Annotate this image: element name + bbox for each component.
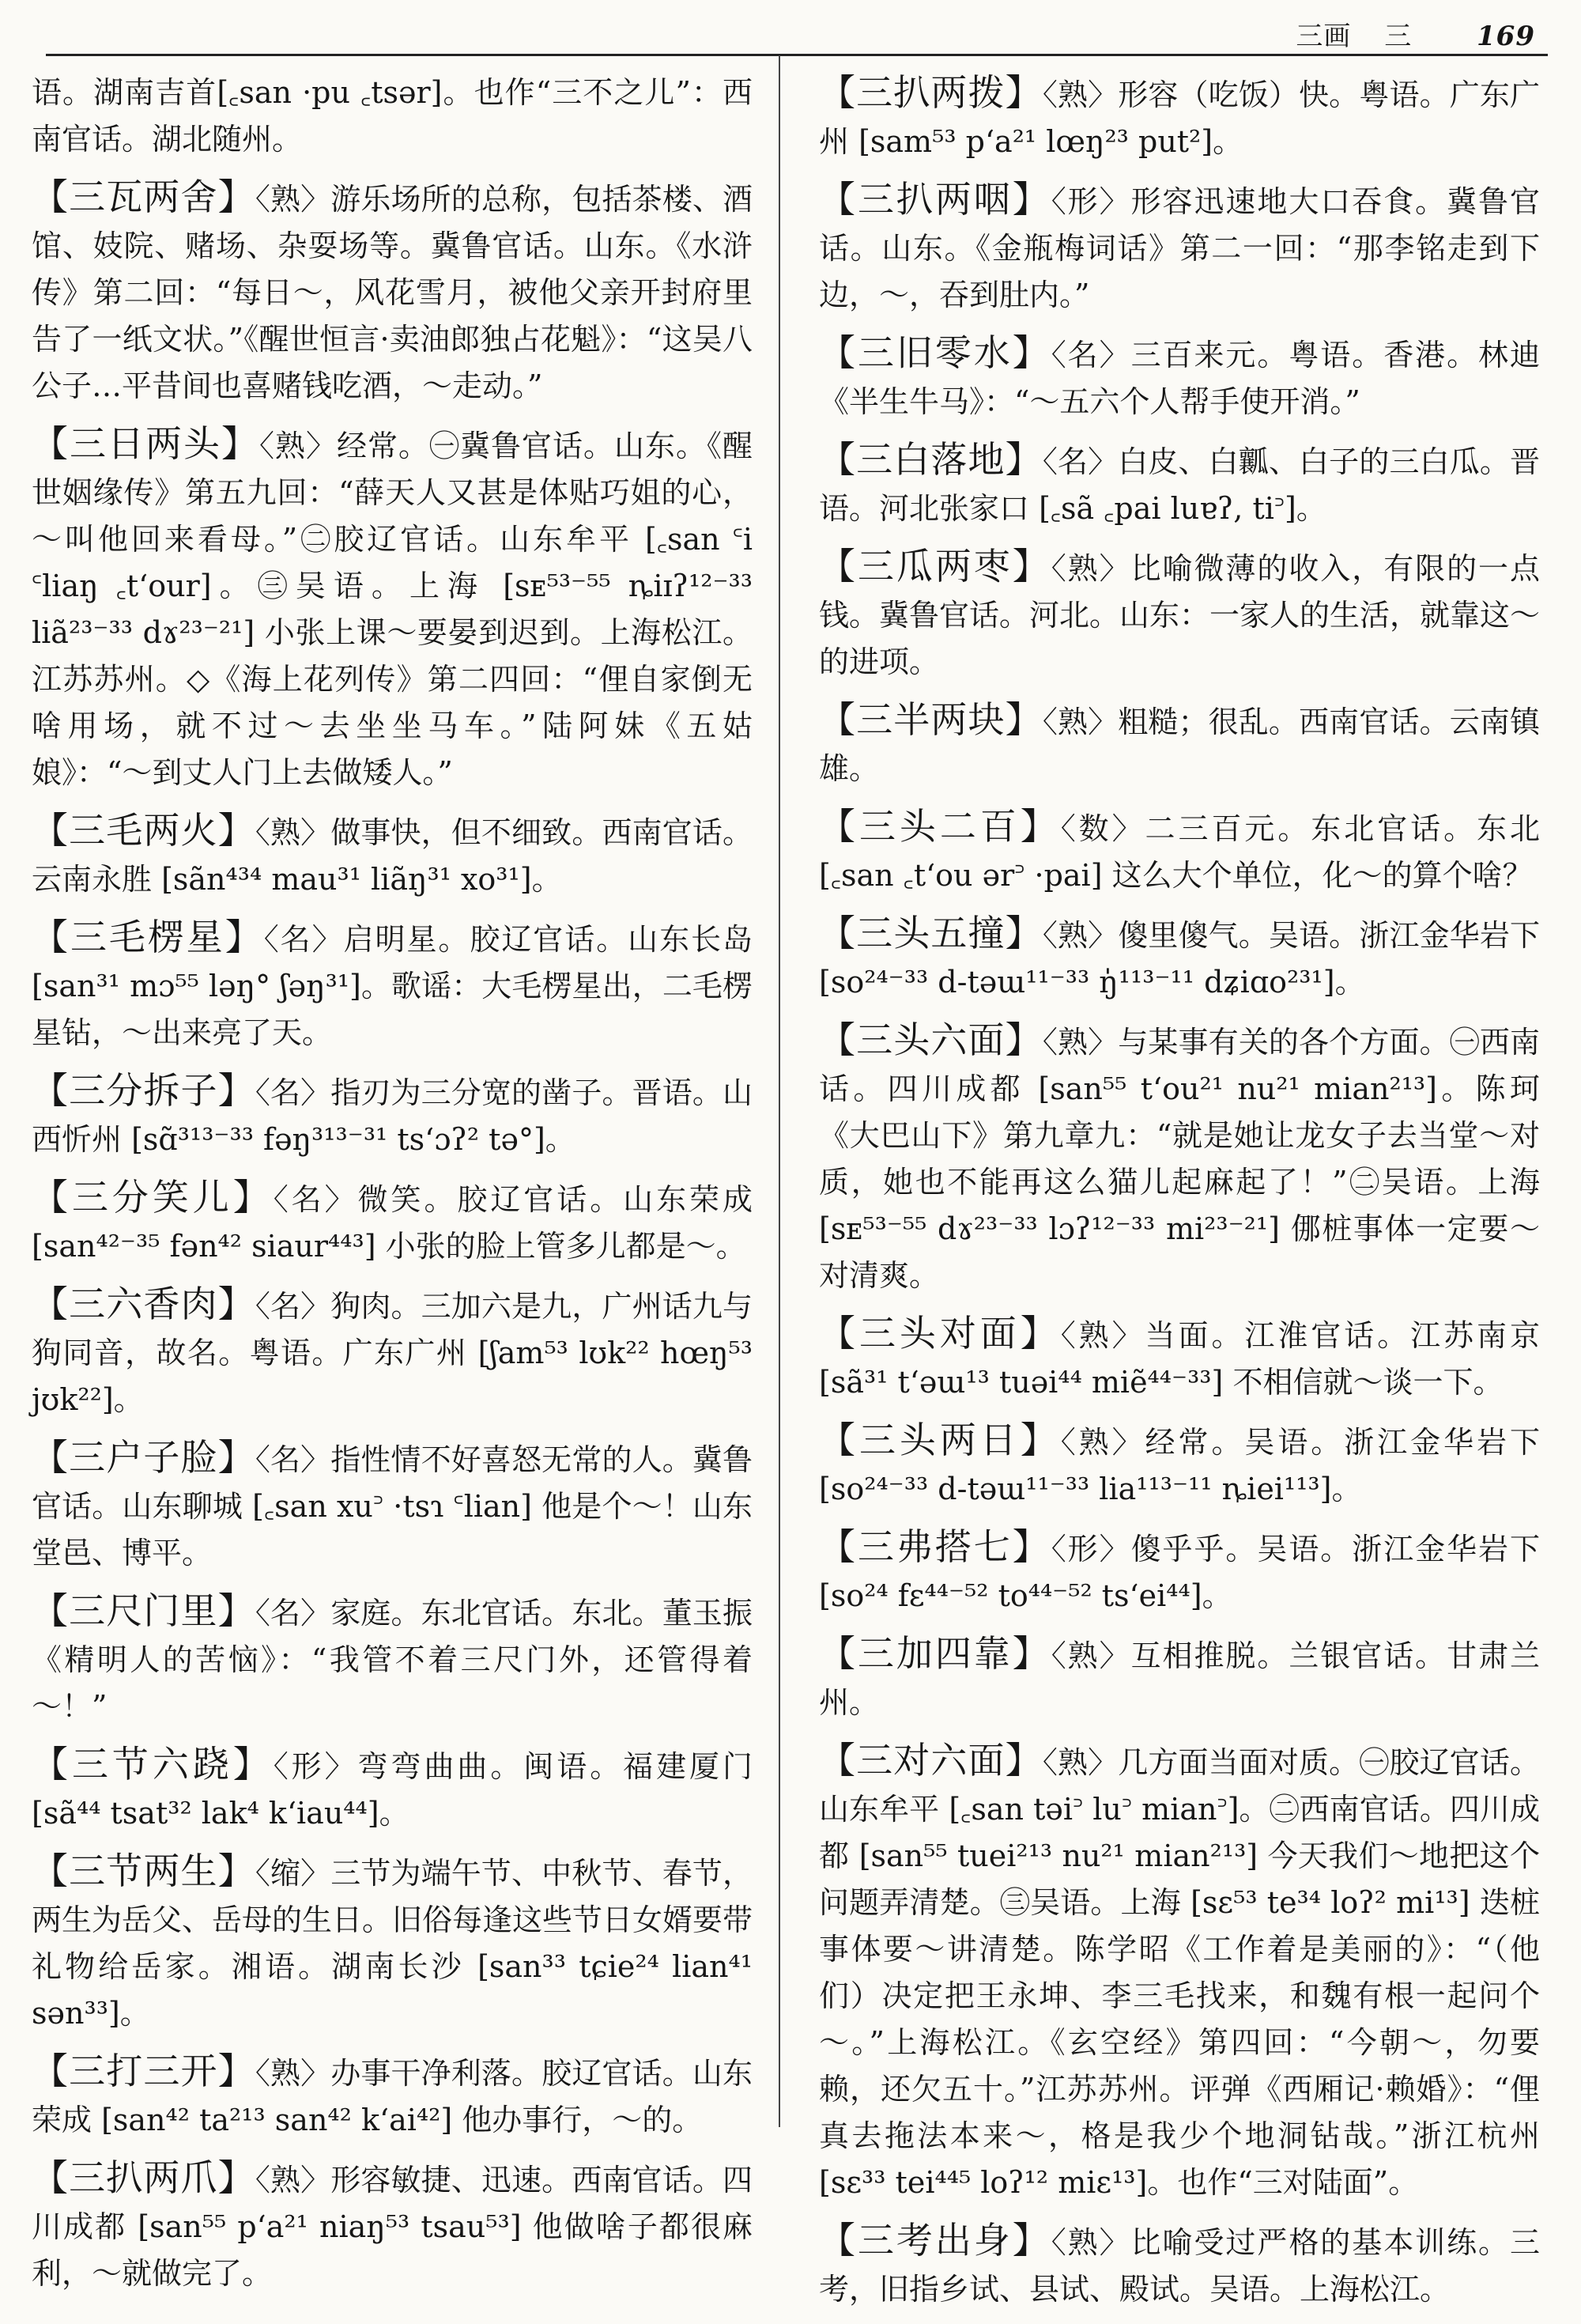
dictionary-entry bbox=[819, 1631, 1540, 1726]
entry-headword: 【三头六面】 bbox=[819, 1018, 1043, 1061]
dictionary-entry bbox=[819, 2217, 1540, 2313]
entry-headword: 【三头两日】 bbox=[819, 1419, 1061, 1461]
dictionary-entry bbox=[819, 70, 1540, 165]
dictionary-entry bbox=[32, 2048, 753, 2144]
entry-definition: 〈名〉家庭。东北官话。东北。董玉振《精明人的苦恼》：“我管不着三尺门外，还管得着～！” bbox=[32, 1596, 753, 1724]
entry-headword: 【三瓜两枣】 bbox=[819, 545, 1051, 588]
dictionary-entry bbox=[819, 803, 1540, 899]
entry-definition: 〈形〉弯弯曲曲。闽语。福建厦门 [sã⁴⁴ tsat³² lak⁴ k‘iau⁴⁴]。 bbox=[32, 1749, 753, 1831]
entry-headword: 【三加四靠】 bbox=[819, 1632, 1051, 1675]
entry-definition: 〈名〉狗肉。三加六是九，广州话九与狗同音，故名。粤语。广东广州 [ʃam⁵³ lʊk²² hœŋ⁵³ jʊk²²]。 bbox=[32, 1289, 753, 1417]
dictionary-entry bbox=[32, 1068, 753, 1163]
entry-definition: 〈名〉指刃为三分宽的凿子。晋语。山西忻州 [sɑ̃³¹³⁻³³ fəŋ³¹³⁻³¹ ts‘ɔʔ² tə°]。 bbox=[32, 1075, 753, 1157]
left-entries bbox=[32, 174, 753, 2297]
page-header bbox=[1296, 14, 1535, 53]
entry-headword: 【三对六面】 bbox=[819, 1739, 1043, 1782]
entry-definition: 〈名〉白皮、白瓤、白子的三白瓜。晋语。河北张家口 [꜀sã ꜀pai luɐʔ, ti꜄]。 bbox=[819, 444, 1541, 526]
entry-headword: 【三扒两咽】 bbox=[819, 178, 1051, 221]
dictionary-entry bbox=[32, 1588, 753, 1730]
entry-definition: 〈名〉指性情不好喜怒无常的人。冀鲁官话。山东聊城 [꜀san xu꜄ ·tsɿ ꜂lian] 他是个～！山东堂邑、博平。 bbox=[32, 1442, 753, 1570]
dictionary-entry bbox=[819, 176, 1540, 319]
entry-headword: 【三弗搭七】 bbox=[819, 1525, 1051, 1568]
entry-headword: 【三扒两爪】 bbox=[32, 2156, 255, 2199]
entry-headword: 【三节两生】 bbox=[32, 1850, 255, 1892]
column-divider bbox=[779, 55, 780, 2127]
entry-definition: 〈熟〉互相推脱。兰银官话。甘肃兰州。 bbox=[819, 1638, 1540, 1720]
entry-headword: 【三头对面】 bbox=[819, 1312, 1061, 1355]
entry-definition: 〈名〉微笑。胶辽官话。山东荣成 [san⁴²⁻³⁵ fən⁴² siaur⁴⁴³] 小张的脸上管多儿都是～。 bbox=[32, 1182, 753, 1264]
header-rule bbox=[46, 54, 1548, 56]
entry-headword: 【三分笑儿】 bbox=[32, 1176, 274, 1219]
entry-definition: 〈名〉三百来元。粤语。香港。林迪《半生牛马》：“～五六个人帮手使开消。” bbox=[819, 338, 1540, 419]
entry-definition: 〈熟〉形容敏捷、迅速。西南官话。四川成都 [san⁵⁵ p‘a²¹ niaŋ⁵³ tsau⁵³] 他做啥子都很麻利，～就做完了。 bbox=[32, 2163, 753, 2291]
entry-headword: 【三扒两拨】 bbox=[819, 71, 1043, 114]
dictionary-entry bbox=[819, 436, 1540, 532]
entry-definition: 〈熟〉经常。吴语。浙江金华岩下 [so²⁴⁻³³ d-təɯ¹¹⁻³³ lia¹¹³⁻¹¹ ȵiei¹¹³]。 bbox=[819, 1425, 1540, 1506]
right-column bbox=[819, 70, 1540, 2324]
entry-headword: 【三六香肉】 bbox=[32, 1283, 255, 1325]
dictionary-entry bbox=[819, 1017, 1540, 1299]
dictionary-entry bbox=[819, 1310, 1540, 1406]
entry-headword: 【三毛两火】 bbox=[32, 809, 255, 852]
entry-headword: 【三头二百】 bbox=[819, 805, 1061, 848]
entry-definition: 〈熟〉形容（吃饭）快。粤语。广东广州 [sam⁵³ p‘a²¹ lœŋ²³ put²]。 bbox=[819, 77, 1541, 159]
dictionary-entry bbox=[819, 1524, 1540, 1619]
entry-definition: 〈熟〉傻里傻气。吴语。浙江金华岩下 [so²⁴⁻³³ d-təɯ¹¹⁻³³ ŋ̍¹¹³⁻¹¹ dʑiɑo²³¹]。 bbox=[819, 918, 1541, 1000]
entry-definition: 〈熟〉做事快，但不细致。西南官话。云南永胜 [sãn⁴³⁴ mau³¹ liãŋ³¹ xo³¹]。 bbox=[32, 815, 753, 897]
header-section: 三画 bbox=[1296, 21, 1352, 52]
entry-definition: 〈熟〉比喻受过严格的基本训练。三考，旧指乡试、县试、殿试。吴语。上海松江。 bbox=[819, 2225, 1540, 2307]
entry-headword: 【三毛楞星】 bbox=[32, 916, 264, 958]
entry-headword: 【三旧零水】 bbox=[819, 331, 1051, 374]
dictionary-entry bbox=[32, 174, 753, 410]
entry-definition: 〈熟〉经常。㊀冀鲁官话。山东。《醒世姻缘传》第五九回：“薛天人又甚是体贴巧姐的心，～叫他回来看母。”㊁胶辽官话。山东牟平 [꜀san ꜂i ꜂liaŋ ꜀t‘our]。㊂吴语。上海 [sᴇ⁵³⁻⁵⁵ ȵiɪʔ¹²⁻³³ liã²³⁻³³ dɤ²³⁻²¹] 小张上课～要晏到迟到。上海松江。江苏苏州。◇《海上花列传》第二四回：“俚自家倒无啥用场，就不过～去坐坐马车。”陆阿妹《五姑娘》：“～到丈人门上去做矮人。” bbox=[32, 429, 753, 790]
left-column bbox=[32, 70, 753, 2308]
dictionary-entry bbox=[32, 914, 753, 1056]
dictionary-entry bbox=[32, 1434, 753, 1577]
entry-definition: 〈熟〉比喻微薄的收入，有限的一点钱。冀鲁官话。河北。山东：一家人的生活，就靠这～的进项。 bbox=[819, 551, 1541, 679]
dictionary-entry bbox=[819, 1737, 1540, 2206]
dictionary-entry bbox=[32, 2155, 753, 2297]
dictionary-entry bbox=[32, 1174, 753, 1270]
entry-headword: 【三半两块】 bbox=[819, 698, 1043, 741]
dictionary-entry bbox=[819, 330, 1540, 425]
entry-definition: 〈形〉傻乎乎。吴语。浙江金华岩下 [so²⁴ fɛ⁴⁴⁻⁵² to⁴⁴⁻⁵² ts‘ei⁴⁴]。 bbox=[819, 1532, 1540, 1613]
entry-definition: 〈熟〉几方面当面对质。㊀胶辽官话。山东牟平 [꜀san təi꜄ lu꜄ mian꜄]。㊁西南官话。四川成都 [san⁵⁵ tuei²¹³ nu²¹ mian²¹³] 今天我们～地把这个问题弄清楚。㊂吴语。上海 [sɛ⁵³ te³⁴ loʔ² mi¹³] 迭桩事体要～讲清楚。陈学昭《工作着是美丽的》：“（他们）决定把王永坤、李三毛找来，和魏有根一起问个～。”上海松江。《玄空经》第四回：“今朝～，勿要赖，还欠五十。”江苏苏州。评弹《西厢记·赖婚》：“俚真去拖法本来～，格是我少个地洞钻哉。”浙江杭州 [sɛ³³ tei⁴⁴⁵ loʔ¹² miɛ¹³]。也作“三对陆面”。 bbox=[819, 1745, 1541, 2200]
entry-definition: 〈熟〉当面。江淮官话。江苏南京 [sã³¹ t‘əɯ¹³ tuəi⁴⁴ miẽ⁴⁴⁻³³] 不相信就～谈一下。 bbox=[819, 1318, 1540, 1400]
entry-definition: 〈数〉二三百元。东北官话。东北 [꜀san ꜀t‘ou ər꜄ ·pai] 这么大个单位，化～的算个啥？ bbox=[819, 811, 1540, 893]
entry-definition: 〈名〉启明星。胶辽官话。山东长岛 [san³¹ mɔ⁵⁵ ləŋ° ʃəŋ³¹]。歌谣：大毛楞星出，二毛楞星钻，～出来亮了天。 bbox=[32, 922, 753, 1050]
dictionary-entry bbox=[819, 697, 1540, 792]
entry-headword: 【三头五撞】 bbox=[819, 912, 1043, 954]
dictionary-entry bbox=[32, 1281, 753, 1423]
entry-definition: 〈熟〉与某事有关的各个方面。㊀西南话。四川成都 [san⁵⁵ t‘ou²¹ nu²¹ mian²¹³]。陈珂《大巴山下》第九章九：“就是她让龙女子去当堂～对质，她也不能再这么猫儿起麻起了！”㊁吴语。上海 [sᴇ⁵³⁻⁵⁵ dɤ²³⁻³³ lɔʔ¹²⁻³³ mi²³⁻²¹] 㑚桩事体一定要～对清爽。 bbox=[819, 1025, 1541, 1293]
dictionary-entry bbox=[819, 910, 1540, 1006]
entry-definition: 〈熟〉游乐场所的总称，包括茶楼、酒馆、妓院、赌场、杂耍场等。冀鲁官话。山东。《水浒传》第二回：“每日～，风花雪月，被他父亲开封府里告了一纸文状。”《醒世恒言·卖油郎独占花魁》：“这吴八公子…平昔间也喜赌钱吃酒，～走动。” bbox=[32, 182, 753, 403]
continuation-text: 语。湖南吉首[꜀san ·pu ꜀tsər]。也作“三不之儿”：西南官话。湖北随州。 bbox=[32, 75, 753, 157]
entry-definition: 〈缩〉三节为端午节、中秋节、春节，两生为岳父、岳母的生日。旧俗每逢这些节日女婿要带礼物给岳家。湘语。湖南长沙 [san³³ tɕie²⁴ lian⁴¹ sən³³]。 bbox=[32, 1856, 753, 2031]
right-entries bbox=[819, 70, 1540, 2313]
entry-headword: 【三白落地】 bbox=[819, 438, 1043, 481]
entry-definition: 〈形〉形容迅速地大口吞食。冀鲁官话。山东。《金瓶梅词话》第二一回：“那李铭走到下边，～，吞到肚内。” bbox=[819, 184, 1540, 312]
dictionary-entry bbox=[32, 1741, 753, 1837]
entry-definition: 〈熟〉办事干净利落。胶辽官话。山东荣成 [san⁴² ta²¹³ san⁴² k‘ai⁴²] 他办事行，～的。 bbox=[32, 2056, 753, 2137]
dictionary-entry bbox=[819, 1417, 1540, 1513]
entry-headword: 【三打三开】 bbox=[32, 2050, 255, 2092]
page-number: 169 bbox=[1477, 21, 1535, 52]
header-character: 三 bbox=[1384, 21, 1413, 52]
entry-headword: 【三户子脸】 bbox=[32, 1436, 255, 1479]
dictionary-entry bbox=[32, 807, 753, 903]
entry-headword: 【三尺门里】 bbox=[32, 1589, 255, 1632]
entry-definition: 〈熟〉粗糙；很乱。西南官话。云南镇雄。 bbox=[819, 705, 1541, 786]
entry-headword: 【三考出身】 bbox=[819, 2219, 1051, 2262]
dictionary-entry bbox=[32, 421, 753, 796]
entry-headword: 【三分拆子】 bbox=[32, 1069, 255, 1112]
entry-headword: 【三日两头】 bbox=[32, 422, 259, 465]
dictionary-entry bbox=[32, 1848, 753, 2037]
entry-headword: 【三瓦两舍】 bbox=[32, 176, 255, 218]
entry-headword: 【三节六跷】 bbox=[32, 1743, 274, 1786]
dictionary-entry bbox=[819, 543, 1540, 686]
